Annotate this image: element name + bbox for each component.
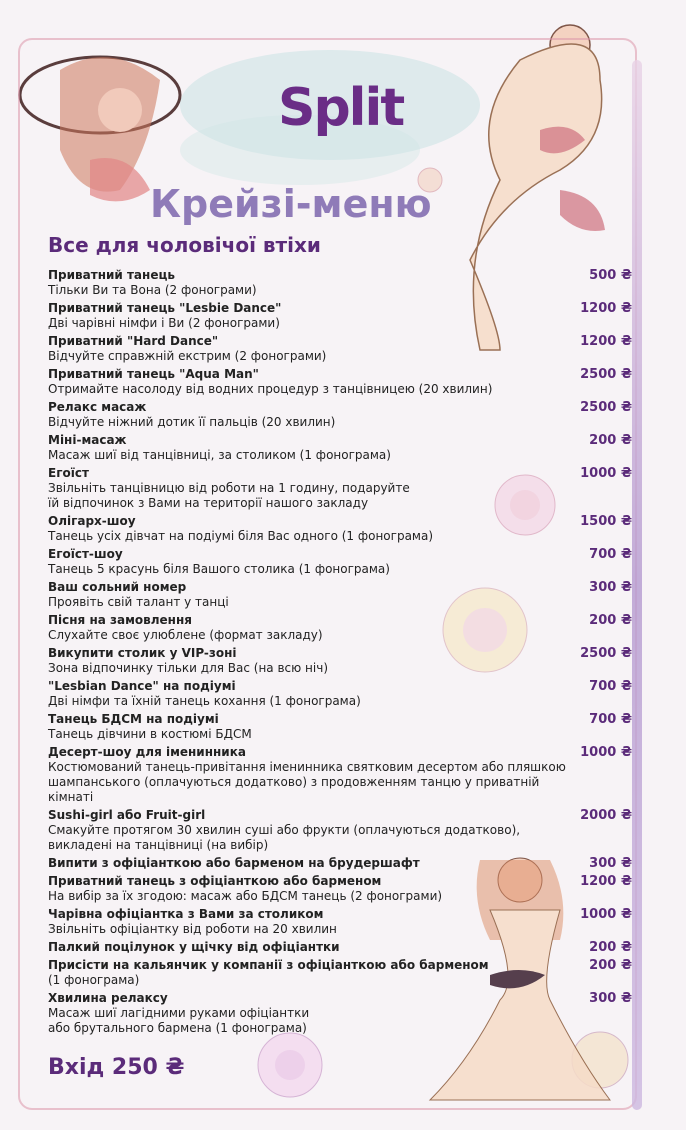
item-name: Випити з офіціанткою або барменом на брудершафт: [48, 856, 420, 870]
menu-title: Крейзі-меню: [150, 182, 432, 226]
item-name: Егоїст: [48, 466, 89, 480]
menu-item: [48, 745, 638, 805]
item-name: Танець БДСМ на подіумі: [48, 712, 219, 726]
item-price: 2500 ₴: [580, 646, 632, 661]
menu-item: [48, 466, 638, 511]
item-desc: Проявіть свій талант у танці: [48, 595, 229, 609]
item-name: Приватний танець "Lesbie Dance": [48, 301, 282, 315]
menu-item: [48, 400, 638, 430]
item-desc: Танець 5 красунь біля Вашого столика (1 фонограма): [48, 562, 390, 576]
item-name: Пісня на замовлення: [48, 613, 192, 627]
menu-subtitle: Все для чоловічої втіхи: [48, 233, 321, 257]
item-desc: Масаж шиї від танцівниці, за столиком (1 фонограма): [48, 448, 391, 462]
menu-item: [48, 907, 638, 937]
menu-item: [48, 301, 638, 331]
menu-item: [48, 712, 638, 742]
item-name: "Lesbian Dance" на подіумі: [48, 679, 236, 693]
menu-item: [48, 514, 638, 544]
item-price: 200 ₴: [589, 940, 632, 955]
item-name: Ваш сольний номер: [48, 580, 187, 594]
item-desc: Тільки Ви та Вона (2 фонограми): [48, 283, 257, 297]
entry-price: Вхід 250 ₴: [48, 1055, 185, 1080]
item-price: 1200 ₴: [580, 301, 632, 316]
item-price: 200 ₴: [589, 958, 632, 973]
item-desc: Дві німфи та їхній танець кохання (1 фонограма): [48, 694, 361, 708]
item-price: 300 ₴: [589, 991, 632, 1006]
item-desc: Танець дівчини в костюмі БДСМ: [48, 727, 252, 741]
item-desc: Відчуйте справжній екстрим (2 фонограми): [48, 349, 327, 363]
item-price: 500 ₴: [589, 268, 632, 283]
menu-item: [48, 268, 638, 298]
item-name: Присісти на кальянчик у компанії з офіціанткою або барменом: [48, 958, 489, 972]
item-name: Приватний "Hard Dance": [48, 334, 219, 348]
item-price: 1000 ₴: [580, 466, 632, 481]
menu-item: [48, 856, 638, 871]
item-price: 1000 ₴: [580, 745, 632, 760]
item-price: 200 ₴: [589, 613, 632, 628]
menu-item: [48, 613, 638, 643]
item-name: Приватний танець "Aqua Man": [48, 367, 259, 381]
item-name: Викупити столик у VIP-зоні: [48, 646, 237, 660]
item-desc: Звільніть офіціантку від роботи на 20 хвилин: [48, 922, 337, 936]
item-price: 300 ₴: [589, 856, 632, 871]
item-desc: Смакуйте протягом 30 хвилин суші або фрукти (оплачуються додатково), викладені на танцівниці (на вибір): [48, 823, 521, 852]
item-desc: (1 фонограма): [48, 973, 140, 987]
menu-item: [48, 808, 638, 853]
item-name: Хвилина релаксу: [48, 991, 168, 1005]
item-price: 700 ₴: [589, 679, 632, 694]
item-desc: Дві чарівні німфи і Ви (2 фонограми): [48, 316, 280, 330]
item-price: 1000 ₴: [580, 907, 632, 922]
menu-item: [48, 334, 638, 364]
item-price: 2500 ₴: [580, 367, 632, 382]
item-price: 700 ₴: [589, 547, 632, 562]
item-desc: Масаж шиї лагідними руками офіціантки або брутального бармена (1 фонограма): [48, 1006, 310, 1035]
item-desc: Слухайте своє улюблене (формат закладу): [48, 628, 323, 642]
menu-item: [48, 367, 638, 397]
item-name: Егоїст-шоу: [48, 547, 123, 561]
item-price: 300 ₴: [589, 580, 632, 595]
item-price: 1500 ₴: [580, 514, 632, 529]
menu-item: [48, 679, 638, 709]
menu-item: [48, 646, 638, 676]
menu-items: [48, 268, 638, 1039]
menu-item: [48, 874, 638, 904]
item-price: 1200 ₴: [580, 874, 632, 889]
item-desc: Зона відпочинку тільки для Вас (на всю ніч): [48, 661, 328, 675]
menu-item: [48, 940, 638, 955]
item-name: Релакс масаж: [48, 400, 147, 414]
split-logo: Split: [278, 78, 404, 138]
menu-item: [48, 433, 638, 463]
item-desc: Відчуйте ніжний дотик її пальців (20 хвилин): [48, 415, 336, 429]
item-name: Олігарх-шоу: [48, 514, 136, 528]
item-desc: Звільніть танцівницю від роботи на 1 годину, подаруйте їй відпочинок з Вами на території нашого закладу: [48, 481, 410, 510]
item-name: Приватний танець з офіціанткою або барменом: [48, 874, 382, 888]
menu-item: [48, 991, 638, 1036]
item-price: 200 ₴: [589, 433, 632, 448]
item-desc: Танець усіх дівчат на подіумі біля Вас одного (1 фонограма): [48, 529, 434, 543]
item-price: 2500 ₴: [580, 400, 632, 415]
menu-item: [48, 958, 638, 988]
item-name: Приватний танець: [48, 268, 175, 282]
menu-item: [48, 547, 638, 577]
item-desc: Отримайте насолоду від водних процедур з танцівницею (20 хвилин): [48, 382, 493, 396]
item-name: Палкий поцілунок у щічку від офіціантки: [48, 940, 340, 954]
item-name: Десерт-шоу для іменинника: [48, 745, 246, 759]
item-name: Чарівна офіціантка з Вами за столиком: [48, 907, 324, 921]
item-desc: На вибір за їх згодою: масаж або БДСМ танець (2 фонограми): [48, 889, 443, 903]
item-price: 700 ₴: [589, 712, 632, 727]
item-name: Міні-масаж: [48, 433, 127, 447]
item-desc: Костюмований танець-привітання іменинника святковим десертом або пляшкою шампанського (оплачуються додатково) з продовженням танцю у приватній кімнаті: [48, 760, 566, 804]
item-name: Sushi-girl або Fruit-girl: [48, 808, 206, 822]
item-price: 1200 ₴: [580, 334, 632, 349]
item-price: 2000 ₴: [580, 808, 632, 823]
menu-item: [48, 580, 638, 610]
